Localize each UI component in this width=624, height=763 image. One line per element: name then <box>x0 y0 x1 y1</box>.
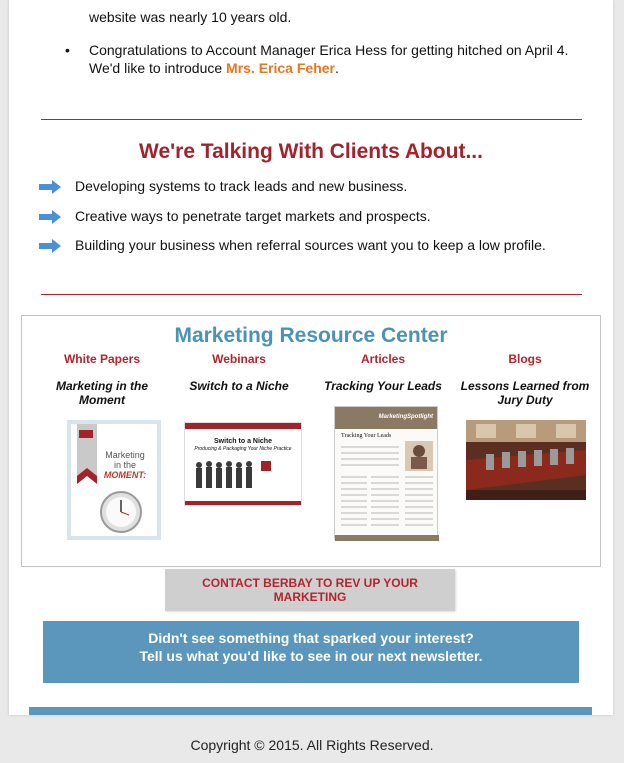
talking-item <box>39 235 599 265</box>
courtroom-image <box>466 420 586 500</box>
news-bullet-text: Congratulations to Account Manager Erica Hess for getting hitched on April 4. We'd like to introduce <box>89 42 569 76</box>
news-highlight-name: Mrs. Erica Feher <box>226 60 335 76</box>
feedback-cta-banner[interactable] <box>43 621 579 683</box>
thumb-line: Tracking Your Leads <box>341 433 392 439</box>
category-link-blogs[interactable]: Blogs <box>508 352 542 366</box>
divider-bottom <box>41 294 582 295</box>
category-link-webinars[interactable]: Webinars <box>212 352 266 366</box>
arrow-right-icon <box>39 180 61 194</box>
thumb-line: Marketing <box>105 450 145 460</box>
thumb-line: in the <box>113 460 137 470</box>
webinar-thumbnail[interactable] <box>184 422 302 506</box>
thumb-line: MarketingSpotlight <box>378 414 433 420</box>
blog-thumbnail[interactable] <box>466 420 586 500</box>
resource-center-title: Marketing Resource Center <box>174 324 448 347</box>
resource-title-link[interactable]: Marketing in the Moment <box>55 379 148 407</box>
article-body-image <box>335 437 439 541</box>
thumb-line: MOMENT: <box>103 470 147 480</box>
resource-column-white-papers <box>37 352 167 411</box>
article-thumbnail[interactable] <box>334 406 438 540</box>
cta-line-2: Tell us what you'd like to see in our next newsletter. <box>139 648 483 664</box>
thumb-line: Producing & Packaging Your Niche Practice <box>194 446 292 452</box>
marketing-resource-center <box>21 315 601 567</box>
white-paper-thumbnail[interactable] <box>67 420 161 540</box>
talking-item-text: Building your business when referral sources want you to keep a low profile. <box>75 237 546 253</box>
arrow-right-icon <box>39 210 61 224</box>
resource-column-webinars <box>174 352 304 411</box>
resource-title-link[interactable]: Switch to a Niche <box>189 379 289 393</box>
presenters-image <box>185 455 303 495</box>
resource-column-blogs <box>460 352 590 411</box>
news-bullet-end: . <box>334 60 339 76</box>
footer-bar <box>29 707 592 715</box>
news-section <box>65 8 595 77</box>
arrow-right-icon <box>39 239 61 253</box>
talking-item <box>39 206 599 236</box>
news-text-line: website was nearly 10 years old. <box>89 9 292 25</box>
contact-berbay-button[interactable]: CONTACT BERBAY TO REV UP YOUR MARKETING <box>165 569 455 611</box>
talking-title: We're Talking With Clients About... <box>139 140 483 163</box>
divider-top <box>41 119 582 120</box>
talking-list <box>39 176 599 265</box>
cta-line-1: Didn't see something that sparked your interest? <box>148 630 474 646</box>
news-bullet-item <box>65 41 595 77</box>
bullet-dot: • <box>65 42 70 58</box>
copyright-text: Copyright © 2015. All Rights Reserved. <box>190 737 434 753</box>
thumb-footer <box>185 501 301 505</box>
newsletter-page <box>9 0 613 715</box>
talking-item-text: Creative ways to penetrate target markets and prospects. <box>75 207 431 224</box>
talking-item-text: Developing systems to track leads and new business. <box>75 178 408 194</box>
resource-title-link[interactable]: Lessons Learned from Jury Duty <box>460 379 590 407</box>
talking-item <box>39 176 599 206</box>
category-link-white-papers[interactable]: White Papers <box>63 352 141 366</box>
thumb-line: Switch to a Niche <box>214 438 272 445</box>
white-paper-thumb-text <box>95 450 155 480</box>
thumb-banner <box>185 423 301 429</box>
category-link-articles[interactable]: Articles <box>360 352 406 366</box>
resource-column-articles <box>318 352 448 411</box>
thumb-header <box>335 407 437 429</box>
resource-title-link[interactable]: Tracking Your Leads <box>324 379 442 393</box>
